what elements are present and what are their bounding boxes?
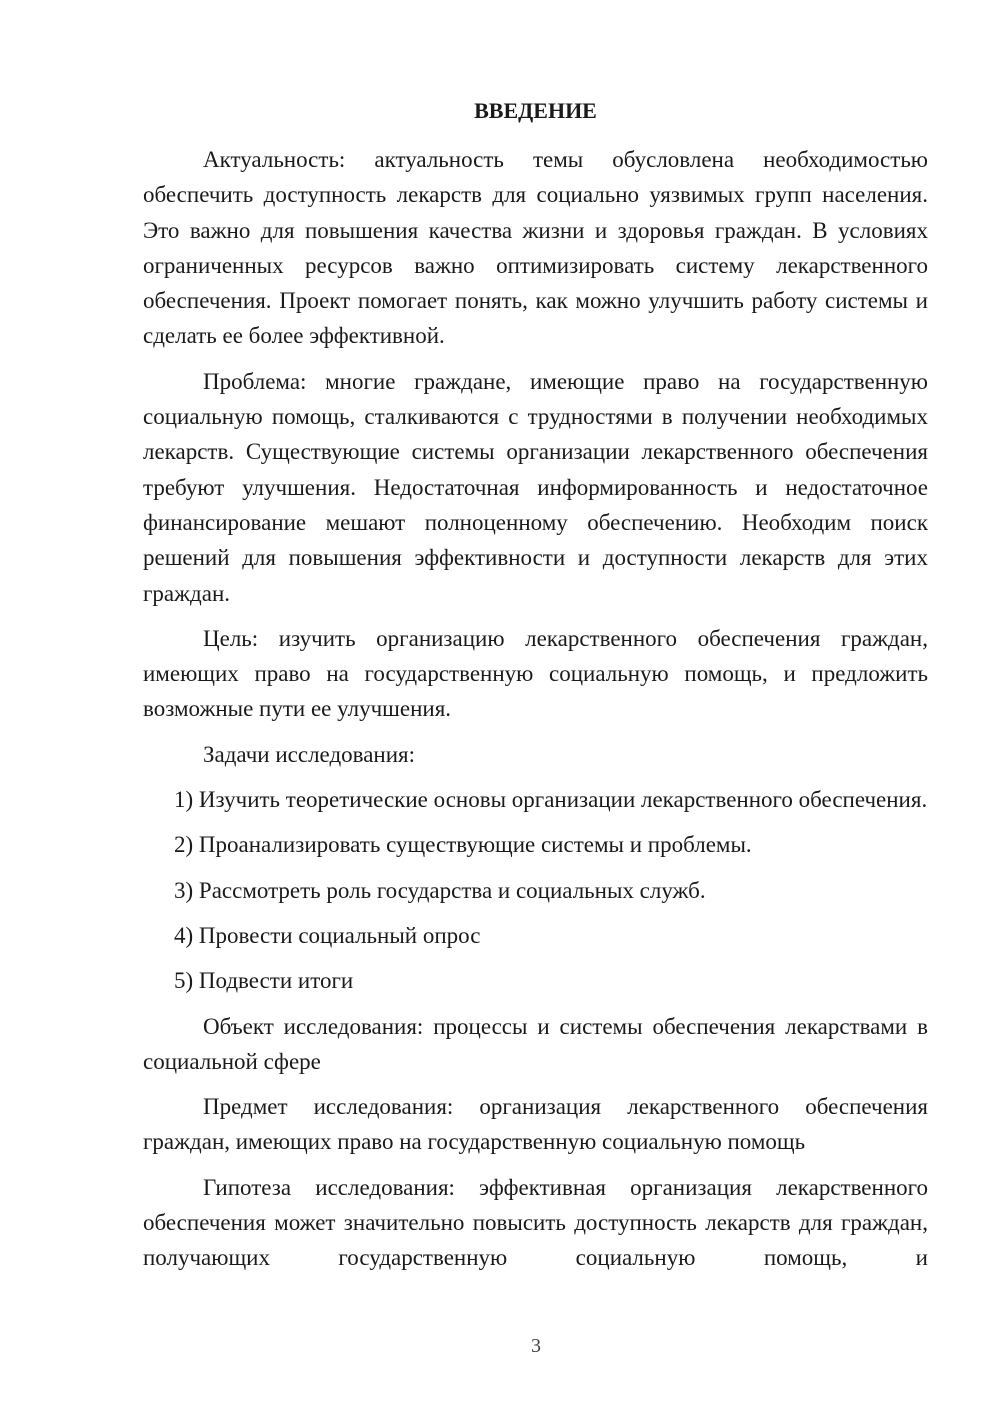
- task-item-3: 3) Рассмотреть роль государства и социальных служб.: [174, 877, 706, 903]
- relevance-paragraph: Актуальность: актуальность темы обусловлена необходимостью обеспечить доступность лекарств для социально уязвимых групп населения. Это важно для повышения качества жизни и здоровья граждан. В условиях ограниченных ресурсов важно оптимизировать систему лекарственного обеспечения. Проект помогает понять, как можно улучшить работу системы и сделать ее более эффективной.: [143, 147, 928, 349]
- hypothesis-paragraph: Гипотеза исследования: эффективная организация лекарственного обеспечения может значительно повысить доступность лекарств для граждан, получающих государственную социальную помощь, и: [143, 1174, 928, 1271]
- task-item-5: 5) Подвести итоги: [174, 968, 354, 994]
- page-title: ВВЕДЕНИЕ: [474, 98, 597, 123]
- task-item-1: 1) Изучить теоретические основы организации лекарственного обеспечения.: [174, 787, 928, 813]
- task-item-2: 2) Проанализировать существующие системы и проблемы.: [174, 832, 752, 858]
- subject-paragraph: Предмет исследования: организация лекарственного обеспечения граждан, имеющих право на государственную социальную помощь: [143, 1094, 928, 1155]
- task-item-4: 4) Провести социальный опрос: [174, 922, 481, 948]
- object-paragraph: Объект исследования: процессы и системы обеспечения лекарствами в социальной сфере: [143, 1013, 928, 1074]
- tasks-heading: Задачи исследования:: [203, 741, 416, 767]
- page-body: [143, 95, 928, 1286]
- goal-paragraph: Цель: изучить организацию лекарственного обеспечения граждан, имеющих право на государственную социальную помощь, и предложить возможные пути ее улучшения.: [143, 625, 928, 722]
- problem-paragraph: Проблема: многие граждане, имеющие право на государственную социальную помощь, сталкиваются с трудностями в получении необходимых лекарств. Существующие системы организации лекарственного обеспечения требуют улучшения. Недостаточная информированность и недостаточное финансирование мешают полноценному обеспечению. Необходим поиск решений для повышения эффективности и доступности лекарств для этих граждан.: [143, 368, 928, 606]
- page-number: 3: [531, 1335, 541, 1357]
